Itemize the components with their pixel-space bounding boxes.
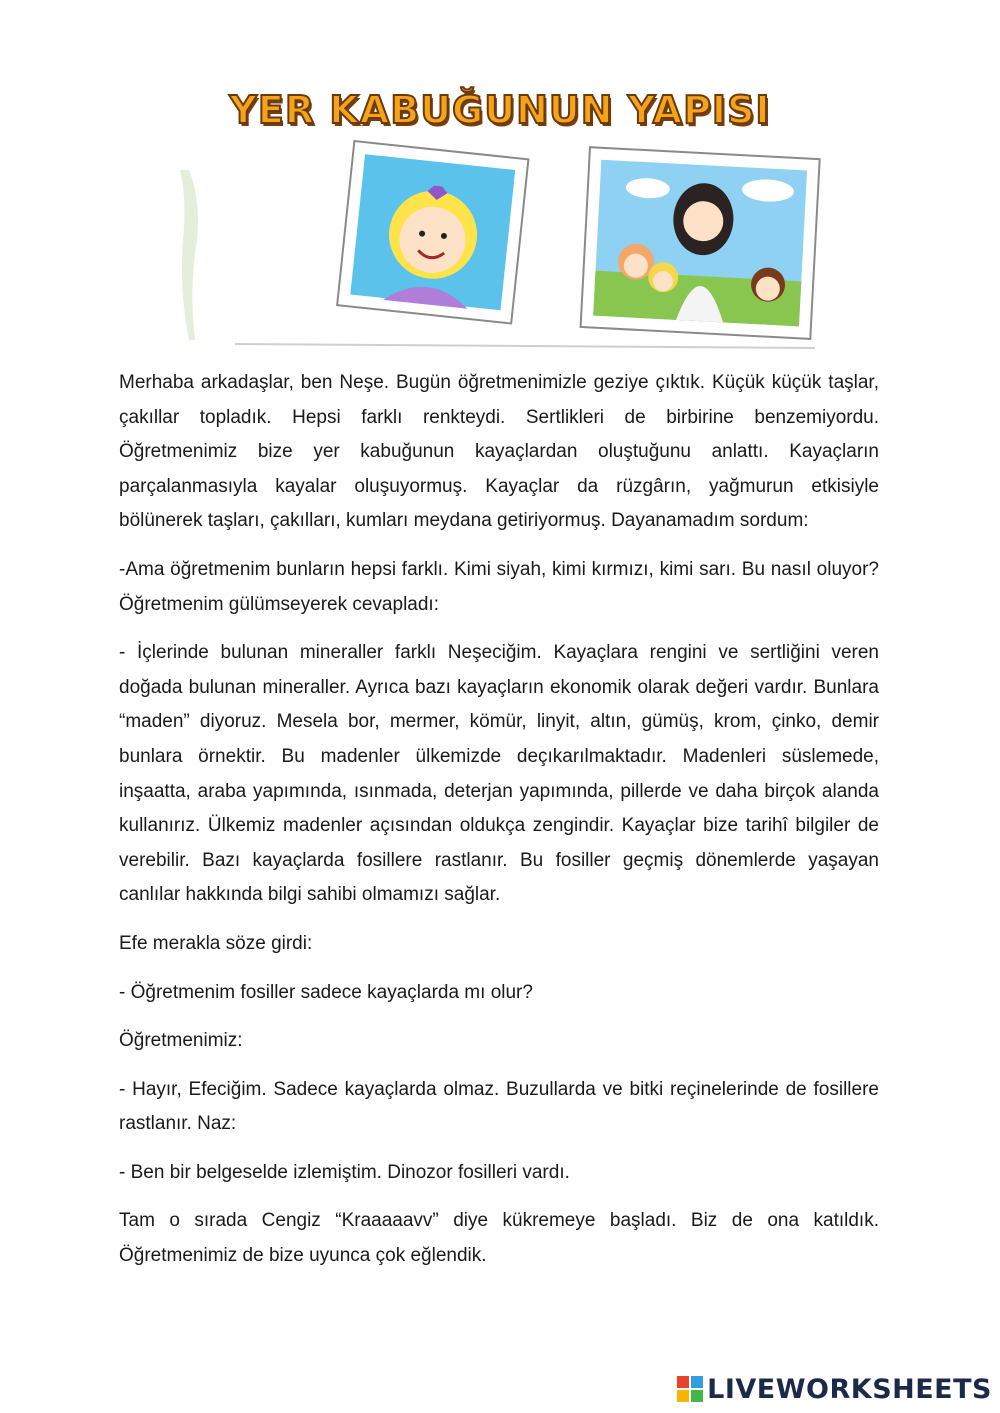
paragraph: - Ben bir belgeselde izlemiştim. Dinozor fosilleri vardı.: [119, 1161, 570, 1183]
paragraph: Tam o sırada Cengiz “Kraaaaavv” diye kükremeye başladı. Biz de ona katıldık. Öğretmenimiz de bize uyunca çok eğlendik.: [119, 1210, 879, 1267]
paragraph: - Hayır, Efeciğim. Sadece kayaçlarda olmaz. Buzullarda ve bitki reçinelerinde de fosillere rastlanır. Naz:: [119, 1078, 879, 1135]
paragraph: Merhaba arkadaşlar, ben Neşe. Bugün öğretmenimizle geziye çıktık. Küçük küçük taşlar, çakıllar topladık. Hepsi farklı renkteydi. Sertlikleri de birbirine benzemiyordu. Öğretmenimiz bize yer kabuğunun kayaçlardan oluştuğunu anlattı. Kayaçların parçalanmasıyla kayalar oluşuyormuş. Kayaçlar da rüzgârın, yağmurun etkisiyle bölünerek taşları, çakılları, kumları meydana getiriyormuş. Dayanamadım sordum:: [119, 372, 879, 532]
paragraph: -Ama öğretmenim bunların hepsi farklı. Kimi siyah, kimi kırmızı, kimi sarı. Bu nasıl oluyor? Öğretmenim gülümseyerek cevapladı:: [119, 558, 879, 615]
illustration: [175, 140, 825, 350]
liveworksheets-logo-icon: [677, 1376, 703, 1402]
logo-text: LIVEWORKSHEETS: [707, 1373, 992, 1405]
paragraph: - Öğretmenim fosiller sadece kayaçlarda mı olur?: [119, 981, 533, 1003]
girl-photo: [337, 141, 528, 323]
liveworksheets-logo: [677, 1371, 992, 1407]
teacher-photo: [581, 147, 820, 339]
page-title: YER KABUĞUNUN YAPISI: [229, 88, 771, 132]
story-text: [119, 366, 879, 1288]
paragraph: - İçlerinde bulunan mineraller farklı Neşeciğim. Kayaçlara rengini ve sertliğini veren doğada bulunan mineraller. Ayrıca bazı kayaçların ekonomik olarak değeri vardır. Bunlara “maden” diyoruz. Mesela bor, mermer, kömür, linyit, altın, gümüş, krom, çinko, demir bunlara örnektir. Bu madenler ülkemizde deçıkarılmaktadır. Madenleri süslemede, inşaatta, araba yapımında, ısınmada, deterjan yapımında, pillerde ve daha birçok alanda kullanırız. Ülkemiz madenler açısından oldukça zengindir. Kayaçlar bize tarihî bilgiler de verebilir. Bazı kayaçlarda fosillere rastlanır. Bu fosiller geçmiş dönemlerde yaşayan canlılar hakkında bilgi sahibi olmamızı sağlar.: [119, 642, 879, 906]
paragraph: Öğretmenimiz:: [119, 1030, 243, 1052]
paragraph: Efe merakla söze girdi:: [119, 932, 313, 954]
